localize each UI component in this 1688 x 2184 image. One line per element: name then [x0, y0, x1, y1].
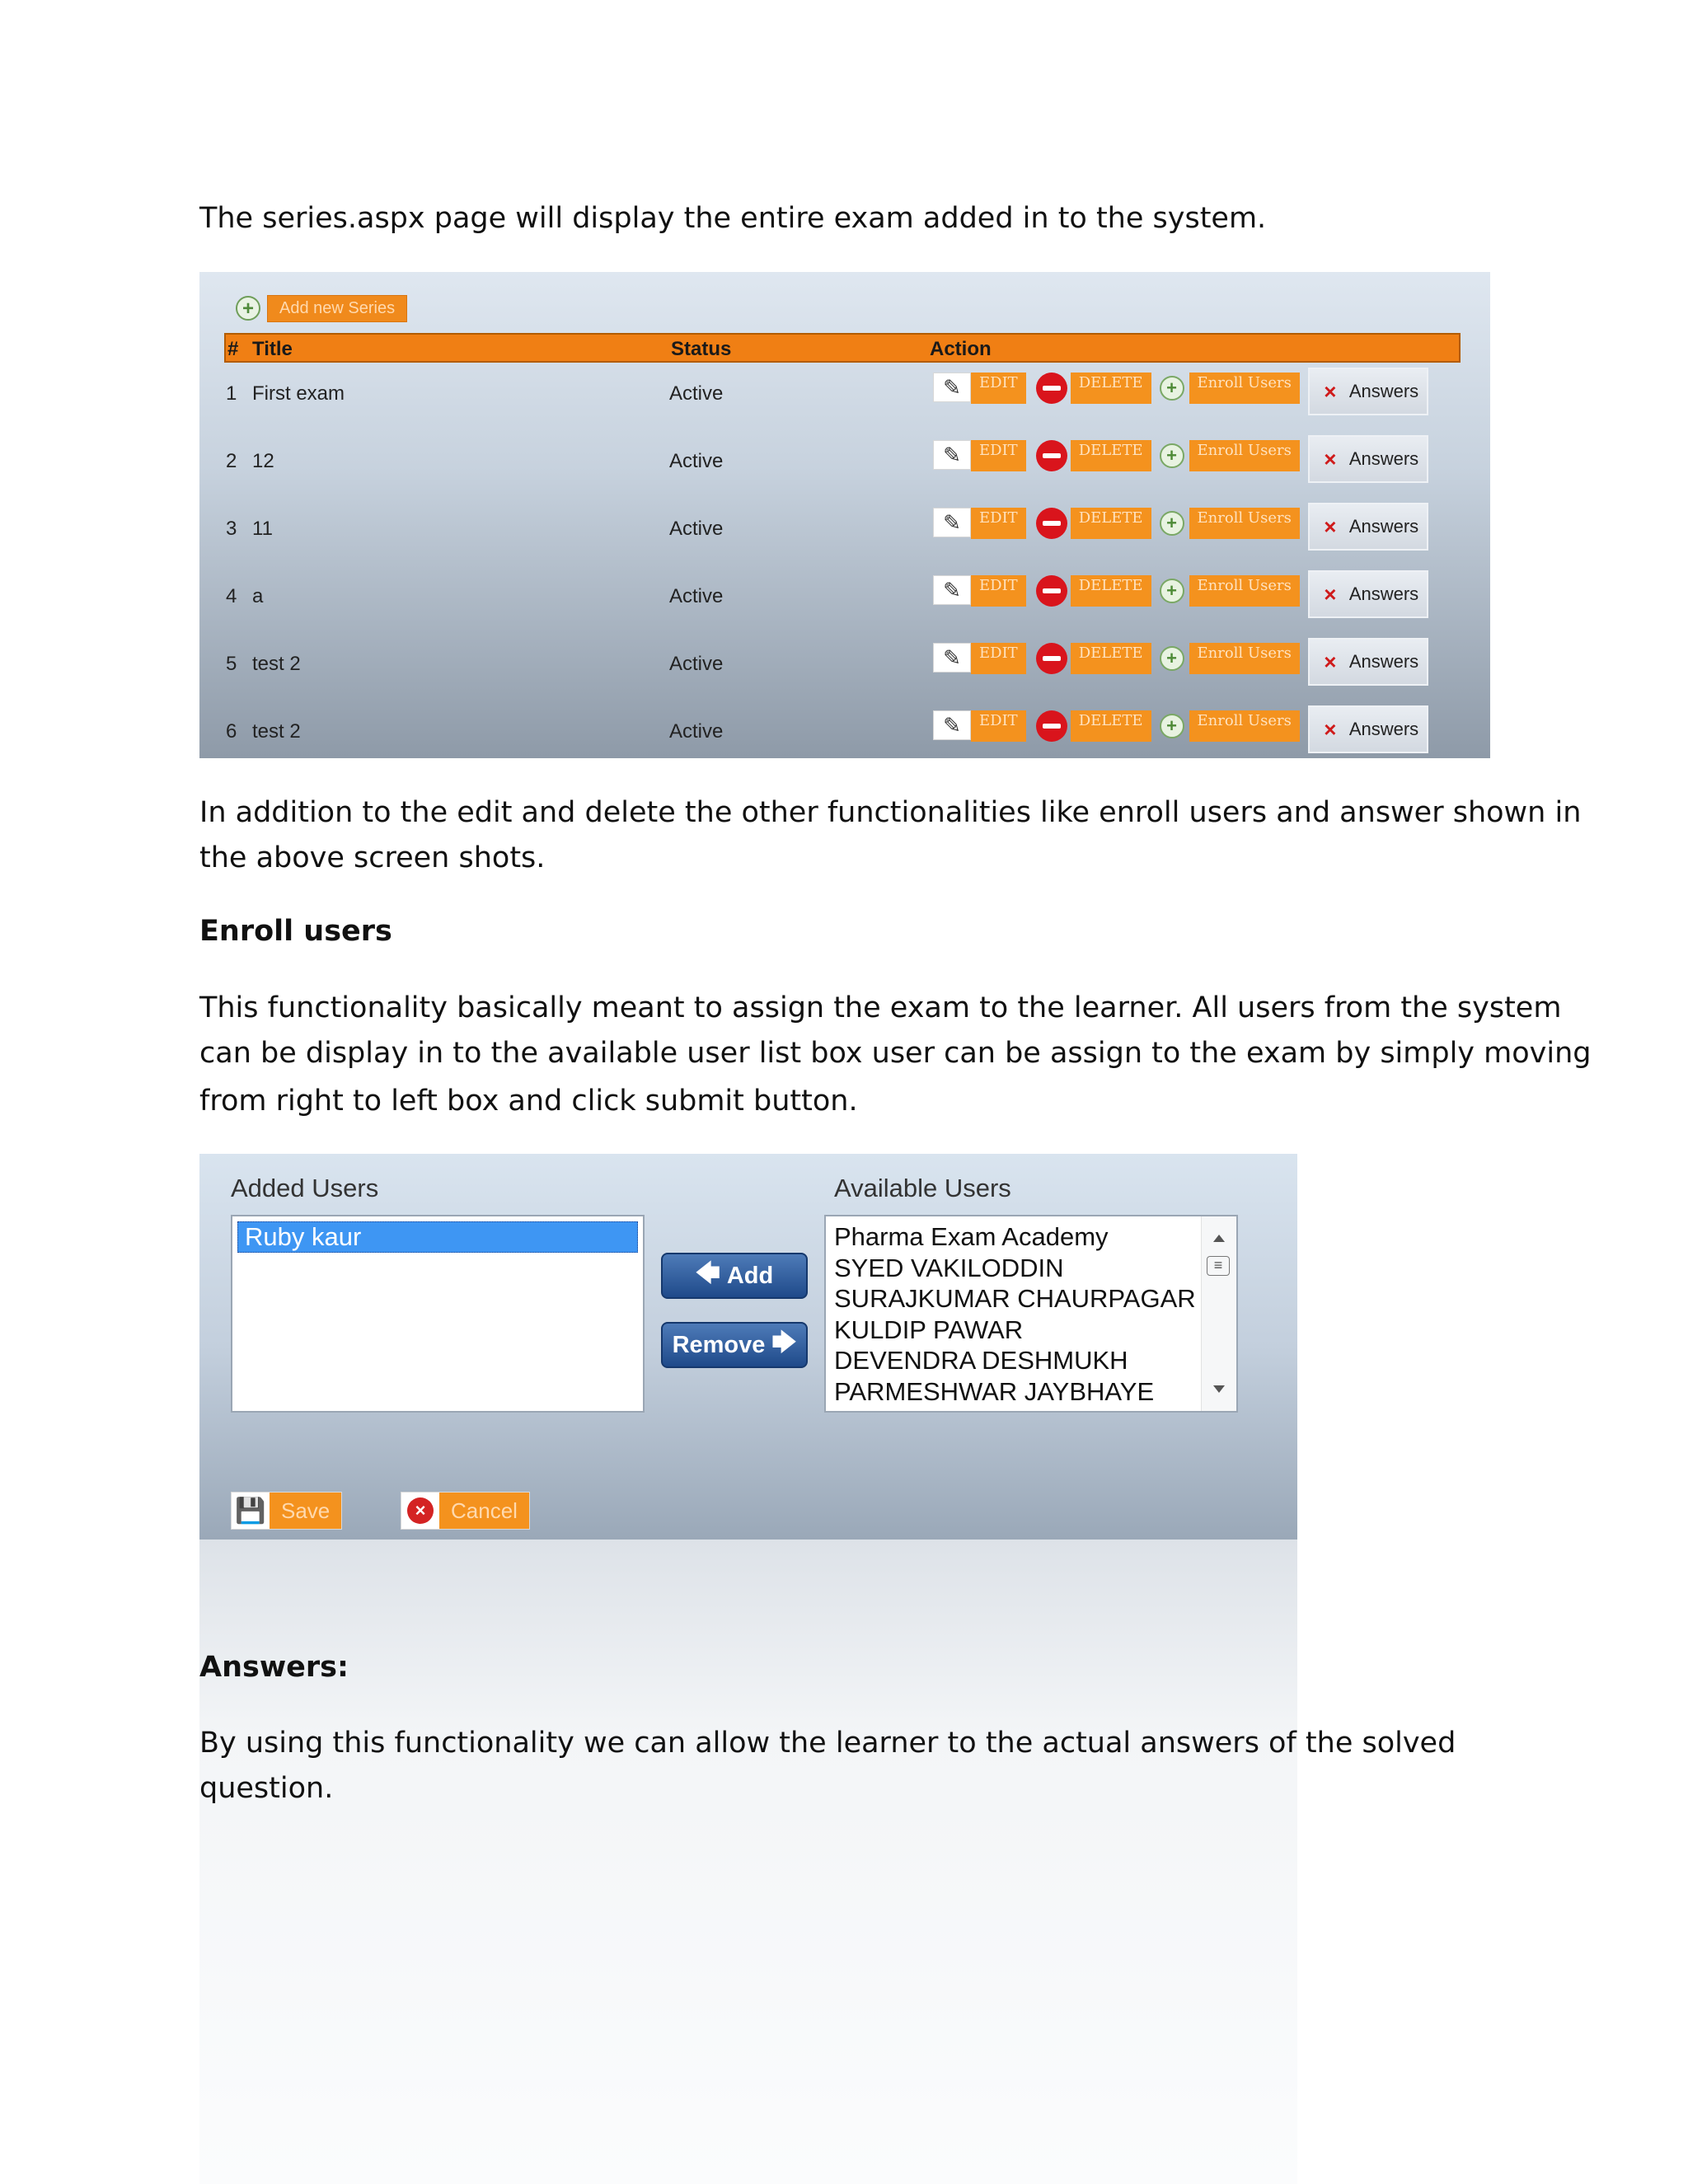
row-actions	[933, 508, 1428, 551]
pencil-icon[interactable]: ✎	[933, 440, 971, 470]
enroll-plus-icon[interactable]: +	[1160, 714, 1184, 738]
table-row	[224, 565, 1461, 633]
available-user-item[interactable]: Pharma Exam Academy	[834, 1222, 1109, 1251]
delete-button[interactable]: DELETE	[1071, 710, 1151, 742]
added-user-item[interactable]: Ruby kaur	[237, 1221, 638, 1253]
cancel-button-label: Cancel	[439, 1493, 529, 1529]
answers-button[interactable]	[1308, 570, 1428, 618]
delete-icon[interactable]	[1036, 508, 1067, 539]
answers-button[interactable]	[1308, 368, 1428, 415]
answers-button[interactable]	[1308, 638, 1428, 686]
row-status: Active	[669, 585, 724, 607]
row-actions	[933, 440, 1428, 483]
table-header	[224, 333, 1461, 363]
edit-button[interactable]: EDIT	[971, 575, 1026, 607]
enroll-plus-icon[interactable]: +	[1160, 376, 1184, 401]
answers-label: Answers	[1348, 381, 1419, 401]
answers-label: Answers	[1348, 516, 1419, 537]
enroll-plus-icon[interactable]: +	[1160, 579, 1184, 603]
arrow-right-icon: 🡆	[765, 1329, 797, 1356]
cancel-x-icon: ×	[401, 1493, 439, 1529]
add-button[interactable]	[661, 1253, 808, 1299]
save-button-label: Save	[270, 1493, 341, 1529]
pencil-icon[interactable]: ✎	[933, 710, 971, 740]
row-status: Active	[669, 518, 724, 540]
row-title: First exam	[252, 382, 345, 405]
table-row	[224, 633, 1461, 701]
row-title: test 2	[252, 720, 301, 743]
enroll-users-button[interactable]: Enroll Users	[1189, 440, 1300, 471]
after-table-line-2: the above screen shots.	[199, 841, 546, 874]
arrow-left-icon: 🡄	[695, 1259, 727, 1286]
answers-text-line-2: question.	[199, 1772, 334, 1805]
screenshot-fade	[199, 1540, 1297, 2184]
answers-button[interactable]	[1308, 503, 1428, 551]
save-disk-icon: 💾	[235, 1497, 266, 1525]
available-users-list	[834, 1221, 1196, 1407]
available-users-label: Available Users	[834, 1174, 1011, 1202]
row-actions	[933, 710, 1428, 753]
row-status: Active	[669, 450, 724, 472]
header-action: Action	[930, 338, 992, 360]
available-user-item[interactable]: KULDIP PAWAR	[834, 1315, 1024, 1344]
edit-button[interactable]: EDIT	[971, 440, 1026, 471]
answers-heading: Answers:	[199, 1651, 349, 1684]
edit-button[interactable]: EDIT	[971, 710, 1026, 742]
enroll-users-heading: Enroll users	[199, 915, 392, 948]
delete-icon[interactable]	[1036, 575, 1067, 607]
scroll-thumb-icon[interactable]: ≡	[1207, 1256, 1230, 1276]
table-row	[224, 701, 1461, 758]
enroll-plus-icon[interactable]: +	[1160, 511, 1184, 536]
answers-label: Answers	[1348, 719, 1419, 739]
save-button[interactable]	[231, 1492, 342, 1530]
edit-button[interactable]: EDIT	[971, 508, 1026, 539]
enroll-text-line-2: can be display in to the available user list box user can be assign to the exam by simply moving	[199, 1037, 1592, 1070]
row-title: test 2	[252, 653, 301, 675]
delete-icon[interactable]	[1036, 373, 1067, 404]
close-x-icon: ×	[1324, 379, 1337, 404]
added-users-label: Added Users	[231, 1174, 379, 1202]
add-new-series-label: Add new Series	[267, 295, 407, 322]
enroll-text-line-3: from right to left box and click submit button.	[199, 1085, 858, 1118]
close-x-icon: ×	[1324, 447, 1337, 471]
answers-label: Answers	[1348, 651, 1419, 672]
edit-button[interactable]: EDIT	[971, 643, 1026, 674]
close-x-icon: ×	[1324, 717, 1337, 742]
intro-paragraph: The series.aspx page will display the entire exam added in to the system.	[199, 202, 1267, 235]
enroll-plus-icon[interactable]: +	[1160, 646, 1184, 671]
add-button-label: Add	[726, 1262, 774, 1289]
after-table-line-1: In addition to the edit and delete the other functionalities like enroll users and answer shown in	[199, 796, 1582, 829]
enroll-users-button[interactable]: Enroll Users	[1189, 575, 1300, 607]
available-user-item[interactable]: SURAJKUMAR CHAURPAGAR	[834, 1284, 1196, 1313]
close-x-icon: ×	[1324, 514, 1337, 539]
enroll-plus-icon[interactable]: +	[1160, 443, 1184, 468]
row-number: 4	[226, 585, 237, 607]
delete-icon[interactable]	[1036, 710, 1067, 742]
row-status: Active	[669, 653, 724, 675]
answers-label: Answers	[1348, 448, 1419, 469]
delete-icon[interactable]	[1036, 643, 1067, 674]
table-row	[224, 363, 1461, 430]
row-actions	[933, 373, 1428, 415]
answers-text-line-1: By using this functionality we can allow the learner to the actual answers of the solved	[199, 1727, 1456, 1760]
cancel-button[interactable]	[401, 1492, 530, 1530]
row-actions	[933, 643, 1428, 686]
plus-icon: +	[236, 296, 260, 321]
remove-button-label: Remove	[672, 1331, 766, 1358]
scroll-down-arrow-icon[interactable]	[1213, 1385, 1225, 1393]
available-user-item[interactable]: DEVENDRA DESHMUKH	[834, 1346, 1128, 1375]
table-row	[224, 430, 1461, 498]
enroll-text-line-1: This functionality basically meant to assign the exam to the learner. All users from the system	[199, 991, 1562, 1024]
close-x-icon: ×	[1324, 582, 1337, 607]
row-actions	[933, 575, 1428, 618]
delete-button[interactable]: DELETE	[1071, 373, 1151, 404]
enroll-users-button[interactable]: Enroll Users	[1189, 643, 1300, 674]
row-status: Active	[669, 382, 724, 405]
enroll-users-button[interactable]: Enroll Users	[1189, 710, 1300, 742]
header-num: #	[227, 338, 239, 360]
row-title: 11	[252, 518, 273, 540]
answers-button[interactable]	[1308, 705, 1428, 753]
table-row	[224, 498, 1461, 565]
available-user-item[interactable]: SYED VAKILODDIN	[834, 1253, 1064, 1282]
row-title: a	[252, 585, 264, 607]
close-x-icon: ×	[1324, 649, 1337, 674]
scroll-up-arrow-icon[interactable]	[1213, 1235, 1225, 1242]
delete-icon[interactable]	[1036, 440, 1067, 471]
delete-button[interactable]: DELETE	[1071, 643, 1151, 674]
row-status: Active	[669, 720, 724, 743]
available-user-item[interactable]: PARMESHWAR JAYBHAYE	[834, 1376, 1155, 1406]
enroll-users-button[interactable]: Enroll Users	[1189, 373, 1300, 404]
header-title: Title	[252, 338, 293, 360]
pencil-icon[interactable]: ✎	[933, 575, 971, 605]
edit-button[interactable]: EDIT	[971, 373, 1026, 404]
answers-button[interactable]	[1308, 435, 1428, 483]
remove-button[interactable]	[661, 1322, 808, 1368]
row-number: 6	[226, 720, 237, 743]
scrollbar[interactable]	[1201, 1216, 1236, 1411]
row-number: 1	[226, 382, 237, 405]
answers-label: Answers	[1348, 583, 1419, 604]
delete-button[interactable]: DELETE	[1071, 440, 1151, 471]
available-users-listbox[interactable]	[824, 1215, 1238, 1413]
enroll-users-button[interactable]: Enroll Users	[1189, 508, 1300, 539]
row-number: 3	[226, 518, 237, 540]
delete-button[interactable]: DELETE	[1071, 575, 1151, 607]
header-status: Status	[671, 338, 732, 360]
added-users-listbox[interactable]	[231, 1215, 645, 1413]
series-screenshot	[199, 272, 1490, 758]
enroll-users-screenshot	[199, 1154, 1297, 1540]
row-number: 2	[226, 450, 237, 472]
delete-button[interactable]: DELETE	[1071, 508, 1151, 539]
pencil-icon[interactable]: ✎	[933, 373, 971, 402]
row-number: 5	[226, 653, 237, 675]
pencil-icon[interactable]: ✎	[933, 508, 971, 537]
pencil-icon[interactable]: ✎	[933, 643, 971, 673]
add-new-series-button[interactable]	[236, 295, 407, 321]
row-title: 12	[252, 450, 274, 472]
